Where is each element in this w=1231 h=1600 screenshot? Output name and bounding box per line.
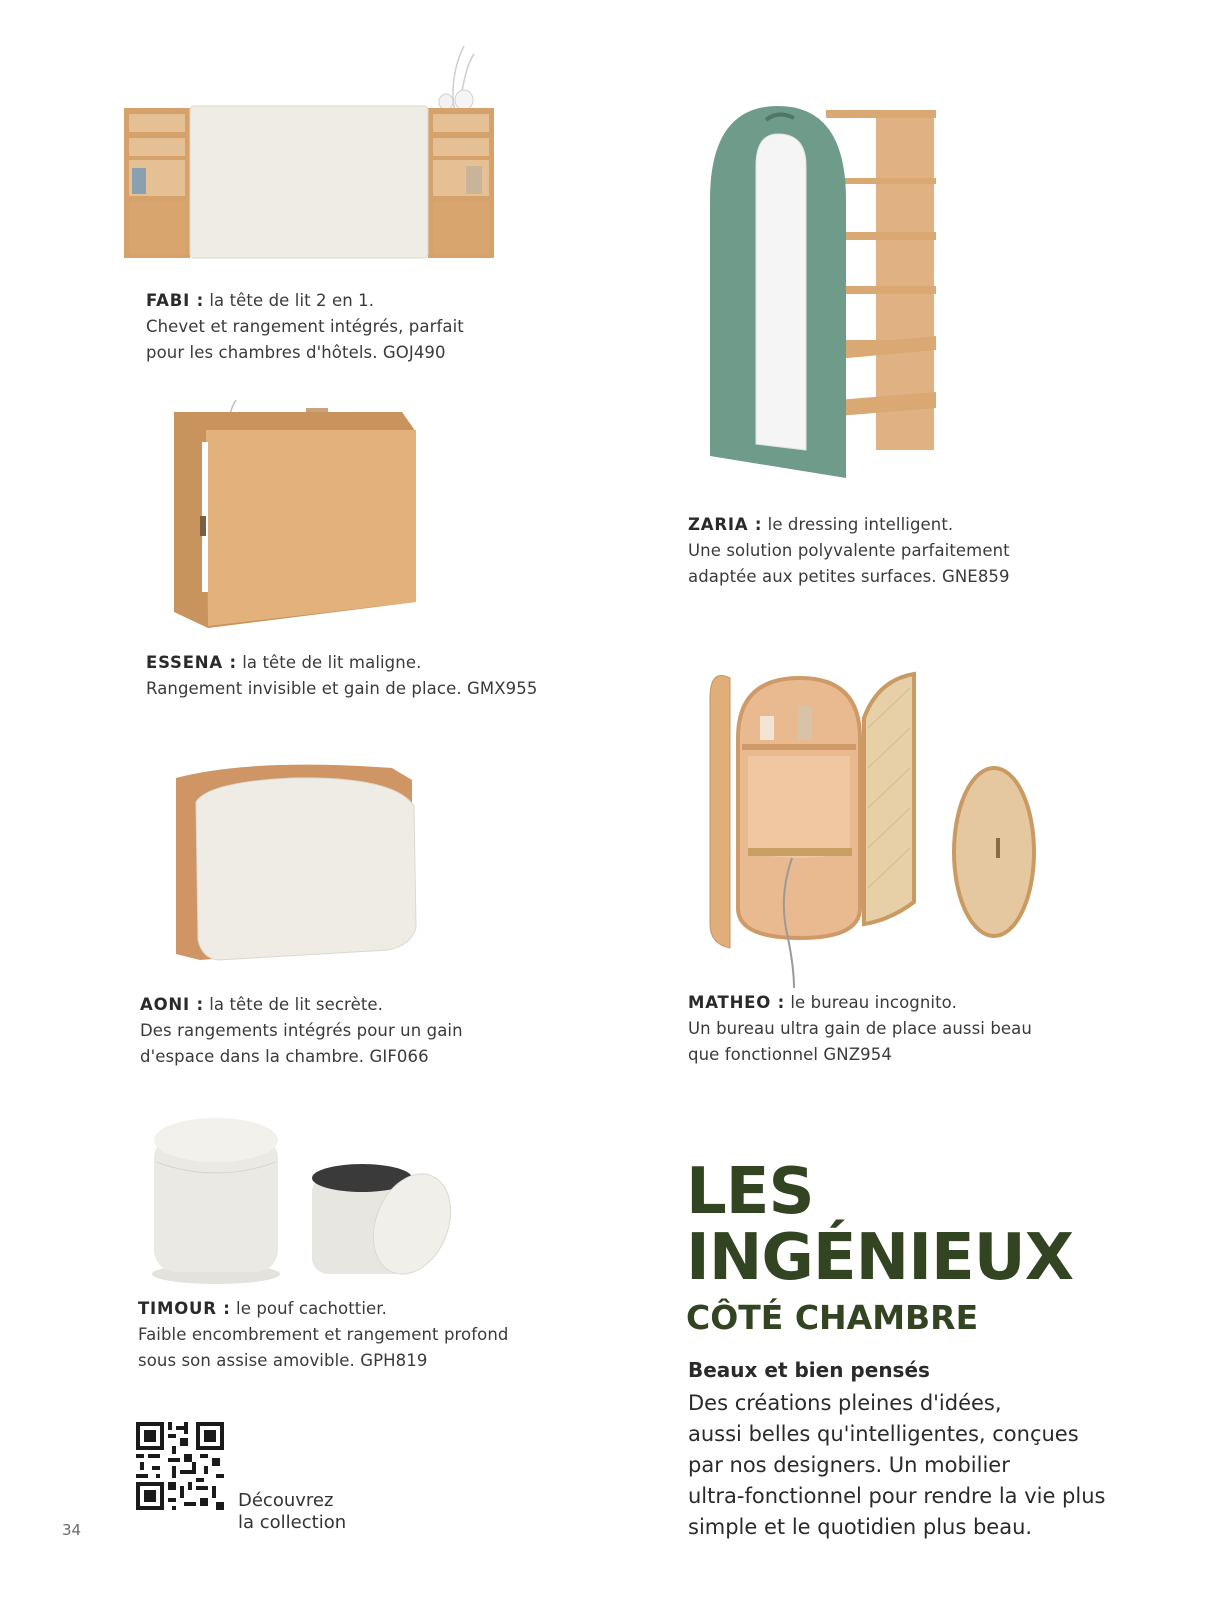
product-name: ZARIA : [688, 515, 763, 534]
section-heading-line1: LES [686, 1155, 814, 1229]
timour-pouf-image [150, 1112, 460, 1292]
fabi-headboard-image [124, 40, 496, 262]
aoni-headboard-image [162, 758, 432, 968]
qr-code-icon[interactable] [136, 1422, 224, 1510]
collection-link[interactable]: Découvrez la collection [238, 1490, 347, 1533]
product-name: FABI : [146, 291, 205, 310]
matheo-desk-image [708, 668, 1058, 998]
section-heading-subtitle: CÔTÉ CHAMBRE [686, 1298, 979, 1337]
product-caption-essena: ESSENA : la tête de lit maligne. Rangement invisible et gain de place. GMX955 [146, 653, 538, 698]
page-number: 34 [62, 1521, 82, 1539]
product-name: MATHEO : [688, 993, 786, 1012]
product-name: TIMOUR : [138, 1299, 231, 1318]
product-name: ESSENA : [146, 653, 237, 672]
essena-headboard-image [170, 396, 420, 628]
product-caption-aoni: AONI : la tête de lit secrète. Des rangements intégrés pour un gain d'espace dans la chambre. GIF066 [140, 995, 463, 1066]
product-caption-timour: TIMOUR : le pouf cachottier. Faible encombrement et rangement profond sous son assise amovible. GPH819 [138, 1299, 509, 1370]
section-heading-line2: INGÉNIEUX [686, 1221, 1074, 1295]
product-caption-zaria: ZARIA : le dressing intelligent. Une solution polyvalente parfaitement adaptée aux petites surfaces. GNE859 [688, 515, 1010, 586]
product-caption-fabi: FABI : la tête de lit 2 en 1. Chevet et rangement intégrés, parfait pour les chambres d'hôtels. GOJ490 [146, 291, 464, 362]
product-caption-matheo: MATHEO : le bureau incognito. Un bureau ultra gain de place aussi beau que fonctionnel GNZ954 [688, 993, 1032, 1064]
product-name: AONI : [140, 995, 204, 1014]
zaria-dressing-image [706, 100, 956, 492]
lead-text: Des créations pleines d'idées, aussi belles qu'intelligentes, conçues par nos designers. Un mobilier ultra-fonctionnel pour rendre la vie plus simple et le quotidien plus beau. [688, 1391, 1106, 1539]
lead-title: Beaux et bien pensés [688, 1358, 930, 1382]
